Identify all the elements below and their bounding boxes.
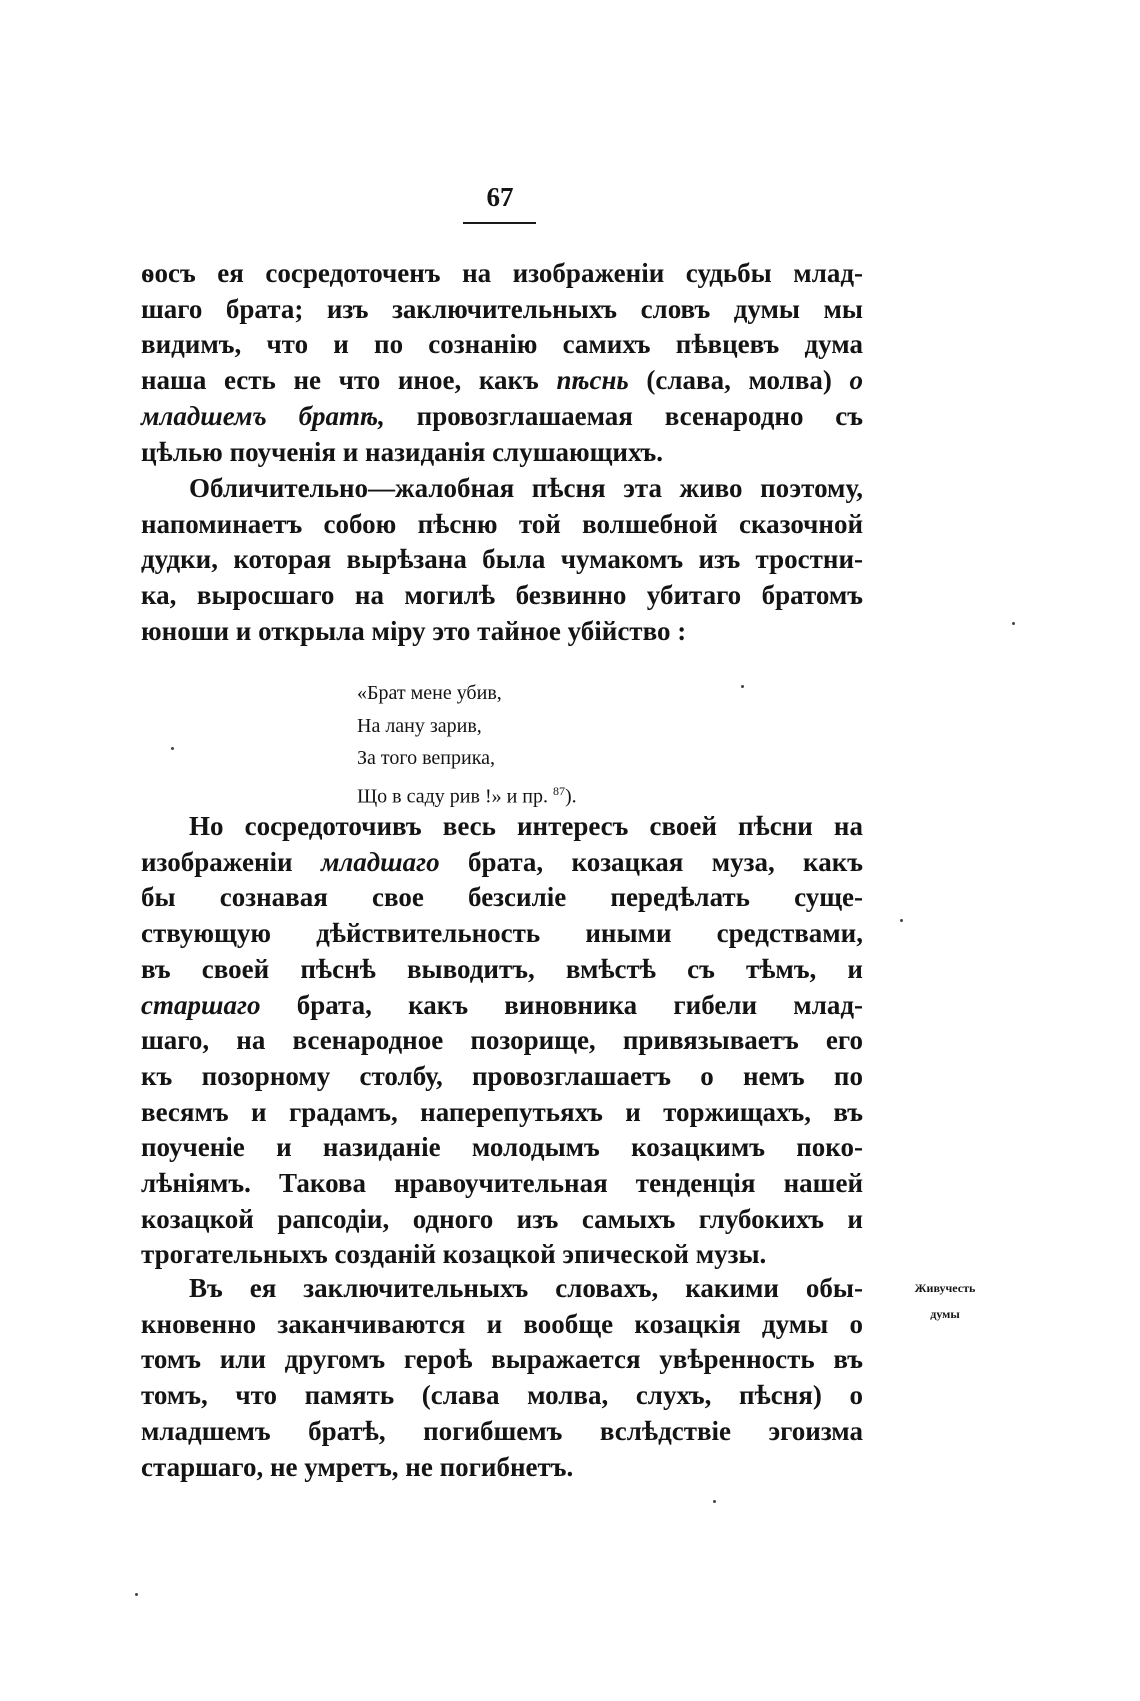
- text-line: къ позорному столбу, провозглашаетъ о немъ по: [141, 1060, 863, 1091]
- text-line: дудки, которая вырѣзана была чумакомъ изъ тростни-: [141, 544, 863, 575]
- text-line: Въ ея заключительныхъ словахъ, какими обы-: [189, 1273, 863, 1303]
- verse-closing: ).: [565, 785, 577, 808]
- text-run: изображеніи: [141, 846, 293, 877]
- text-line: шаго брата; изъ заключительныхъ словъ думы мы: [141, 293, 863, 324]
- paragraph-4: [141, 1271, 863, 1485]
- page-number: 67: [486, 182, 514, 212]
- margin-note: [895, 1275, 995, 1327]
- scan-speck: [171, 747, 174, 750]
- verse-line: «Брат мене убив,: [357, 682, 502, 704]
- text-line: ѳосъ ея сосредоточенъ на изображеніи судьбы млад-: [141, 258, 863, 288]
- paragraph-1: [141, 256, 863, 470]
- margin-note-line: Живучесть: [914, 1281, 976, 1295]
- verse-line: [357, 775, 577, 813]
- text-run: (слава, молва): [646, 365, 832, 396]
- text-line: [141, 988, 863, 1024]
- page-number-rule: [463, 222, 536, 224]
- italic-term-younger-brother: младшемъ братѣ,: [141, 400, 385, 431]
- paragraph-3: [141, 809, 863, 1273]
- margin-note-line: думы: [930, 1307, 960, 1321]
- text-line: кновенно заканчиваются и вообще козацкія думы о: [141, 1308, 863, 1339]
- text-line: юноши и открыла міру это тайное убійство :: [141, 615, 687, 646]
- italic-term-song: пѣснь: [556, 365, 629, 396]
- scan-speck: [1012, 622, 1015, 625]
- text-line: лѣніямъ. Такова нравоучительная тенденція нашей: [141, 1168, 863, 1199]
- verse-line: За того веприка,: [357, 747, 495, 769]
- text-line: напоминаетъ собою пѣсню той волшебной сказочной: [141, 508, 863, 539]
- italic-term-younger: младшаго: [320, 846, 440, 877]
- text-line: поученіе и назиданіе молодымъ козацкимъ поко-: [141, 1132, 863, 1163]
- text-line: въ своей пѣснѣ выводитъ, вмѣстѣ съ тѣмъ, и: [141, 953, 863, 984]
- text-run: наша есть не что иное, какъ: [141, 365, 539, 396]
- text-line: младшемъ братѣ, погибшемъ вслѣдствіе эгоизма: [141, 1415, 863, 1446]
- text-line: бы сознавая свое безсиліе передѣлать суще-: [141, 882, 863, 913]
- text-line: [141, 363, 863, 399]
- text-line: [141, 845, 863, 881]
- text-line: козацкой рапсодіи, одного изъ самыхъ глубокихъ и: [141, 1203, 863, 1234]
- verse-text: Що в саду рив !» и пр.: [357, 785, 549, 808]
- text-line: весямъ и градамъ, наперепутьяхъ и торжищахъ, въ: [141, 1096, 863, 1127]
- italic-term-elder: старшаго: [141, 989, 261, 1020]
- text-line: ка, выросшаго на могилѣ безвинно убитаго братомъ: [141, 580, 863, 611]
- text-line: [141, 399, 863, 435]
- text-line: трогательныхъ созданій козацкой эпической музы.: [141, 1239, 767, 1270]
- verse-line: На лану зарив,: [357, 714, 482, 737]
- text-line: ствующую дѣйствительность иными средствами,: [141, 918, 863, 949]
- text-run: брата, козацкая муза, какъ: [468, 846, 863, 877]
- scan-speck: [135, 1593, 138, 1596]
- text-line: шаго, на всенародное позорище, привязываетъ его: [141, 1025, 863, 1056]
- text-run: брата, какъ виновника гибели млад-: [296, 989, 863, 1020]
- scan-speck: [741, 685, 744, 688]
- text-line: томъ, что память (слава молва, слухъ, пѣсня) о: [141, 1380, 863, 1411]
- text-line: Но сосредоточивъ весь интересъ своей пѣсни на: [189, 811, 863, 841]
- italic-term-about: о: [849, 365, 864, 396]
- footnote-ref: 87: [553, 783, 566, 798]
- text-run: провозглашаемая всенародно съ: [416, 400, 863, 431]
- text-line: видимъ, что и по сознанію самихъ пѣвцевъ дума: [141, 329, 863, 360]
- text-line: томъ или другомъ героѣ выражается увѣренность въ: [141, 1344, 863, 1375]
- scan-speck: [713, 1500, 716, 1503]
- text-line: Обличительно—жалобная пѣсня эта живо поэтому,: [189, 473, 863, 503]
- scan-speck: [900, 919, 903, 922]
- text-line: цѣлью поученія и назиданія слушающихъ.: [141, 436, 663, 467]
- text-line: старшаго, не умретъ, не погибнетъ.: [141, 1451, 574, 1482]
- paragraph-2: [141, 471, 863, 650]
- verse-quotation: [357, 677, 577, 813]
